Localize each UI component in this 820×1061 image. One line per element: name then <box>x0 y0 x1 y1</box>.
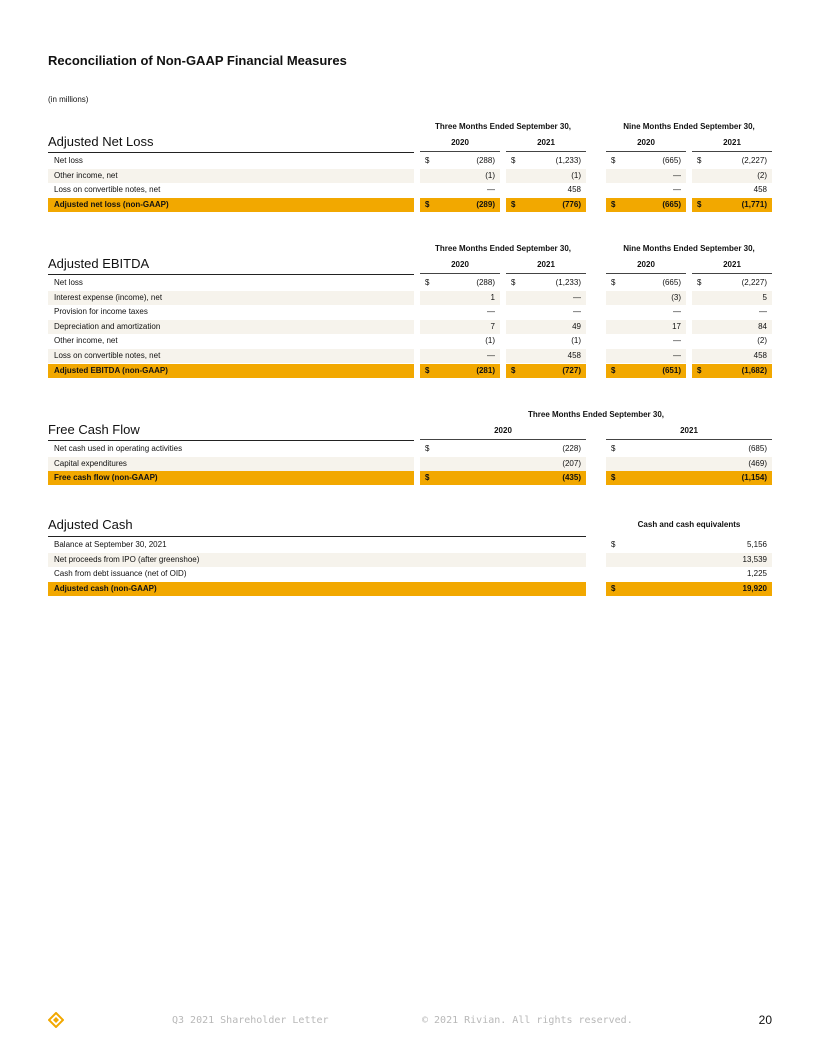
cell-value: (2) <box>757 170 767 180</box>
units-note: (in millions) <box>48 95 89 104</box>
value-cell <box>606 276 686 290</box>
cell-value: (469) <box>748 458 767 468</box>
currency-symbol: $ <box>425 444 430 453</box>
currency-symbol: $ <box>425 278 430 287</box>
value-cell <box>606 553 772 567</box>
footer-letter-title: Q3 2021 Shareholder Letter <box>172 1015 329 1026</box>
currency-symbol: $ <box>611 278 616 287</box>
row-label: Other income, net <box>54 170 118 180</box>
cell-value: (665) <box>662 156 681 165</box>
row-label: Balance at September 30, 2021 <box>54 540 167 549</box>
currency-symbol: $ <box>611 444 616 453</box>
value-cell <box>692 291 772 305</box>
page-title: Reconciliation of Non-GAAP Financial Measures <box>48 53 347 68</box>
period-header: Three Months Ended September 30, <box>434 244 572 253</box>
row-label: Other income, net <box>54 336 118 346</box>
row-label-cell <box>48 169 414 183</box>
table-top-rule <box>48 536 586 537</box>
year-header: 2021 <box>537 138 555 147</box>
currency-symbol: $ <box>511 278 516 287</box>
value-cell <box>606 334 686 348</box>
period-header: Three Months Ended September 30, <box>434 122 572 131</box>
value-cell <box>606 349 686 363</box>
year-header: 2020 <box>451 138 469 147</box>
total-row <box>48 471 772 485</box>
value-cell <box>420 198 500 212</box>
cell-value: (2,227) <box>741 156 767 165</box>
table-row <box>48 553 772 567</box>
year-header: 2021 <box>723 260 741 269</box>
currency-symbol: $ <box>611 365 616 375</box>
value-cell <box>692 334 772 348</box>
table-row <box>48 567 772 581</box>
cell-value: (776) <box>562 199 581 209</box>
table-row <box>48 457 772 471</box>
cell-value: (2) <box>757 336 767 346</box>
value-cell <box>606 582 772 596</box>
value-cell <box>420 305 500 319</box>
adjusted-cash-table <box>48 514 772 598</box>
row-label: Net loss <box>54 156 83 165</box>
section-title: Free Cash Flow <box>48 422 140 437</box>
currency-symbol: $ <box>697 365 702 375</box>
section-title: Adjusted Net Loss <box>48 134 154 149</box>
year-underline <box>420 273 500 274</box>
cell-value: 5,156 <box>746 540 767 549</box>
cell-value: — <box>673 170 681 180</box>
period-header: Nine Months Ended September 30, <box>623 244 755 253</box>
year-underline <box>420 151 500 152</box>
currency-symbol: $ <box>425 365 430 375</box>
table-row <box>48 305 772 319</box>
cell-value: 458 <box>567 351 581 360</box>
table-row <box>48 320 772 334</box>
value-cell <box>606 442 772 456</box>
cell-value: (1) <box>485 170 495 180</box>
value-cell <box>506 364 586 378</box>
row-label-cell <box>48 553 586 567</box>
value-cell <box>420 442 586 456</box>
row-label-cell <box>48 582 586 596</box>
row-label: Capital expenditures <box>54 458 127 468</box>
row-label-cell <box>48 198 414 212</box>
value-cell <box>420 364 500 378</box>
currency-symbol: $ <box>611 156 616 165</box>
value-cell <box>692 364 772 378</box>
row-label: Adjusted EBITDA (non-GAAP) <box>54 365 168 375</box>
year-header: 2020 <box>637 138 655 147</box>
value-cell <box>420 334 500 348</box>
year-header: 2021 <box>537 260 555 269</box>
value-cell <box>692 305 772 319</box>
cell-value: (665) <box>662 199 681 209</box>
adjusted-ebitda-table <box>48 240 772 380</box>
total-row <box>48 364 772 378</box>
row-label: Net loss <box>54 278 83 287</box>
cell-value: 13,539 <box>742 554 767 564</box>
row-label: Free cash flow (non-GAAP) <box>54 473 158 483</box>
cell-value: (288) <box>476 156 495 165</box>
value-cell <box>420 183 500 197</box>
cell-value: (1,771) <box>741 199 767 209</box>
cell-value: (1,682) <box>741 365 767 375</box>
year-underline <box>692 273 772 274</box>
cell-value: 458 <box>753 351 767 360</box>
cell-value: (2,227) <box>741 278 767 287</box>
currency-symbol: $ <box>511 365 516 375</box>
currency-symbol: $ <box>425 473 430 483</box>
cell-value: — <box>759 307 767 317</box>
table-top-rule <box>48 152 414 153</box>
value-cell <box>692 320 772 334</box>
currency-symbol: $ <box>611 473 616 483</box>
value-cell <box>606 169 686 183</box>
currency-symbol: $ <box>697 156 702 165</box>
currency-symbol: $ <box>611 199 616 209</box>
cell-value: — <box>573 292 581 302</box>
currency-symbol: $ <box>697 278 702 287</box>
cell-value: 19,920 <box>742 583 767 593</box>
cell-value: 7 <box>490 321 495 331</box>
cell-value: 49 <box>572 321 581 331</box>
row-label-cell <box>48 320 414 334</box>
cell-value: — <box>487 307 495 317</box>
value-cell <box>420 349 500 363</box>
table-row <box>48 276 772 290</box>
section-title: Adjusted Cash <box>48 517 133 532</box>
table-row <box>48 349 772 363</box>
cell-value: (289) <box>476 199 495 209</box>
cell-value: (1) <box>571 170 581 180</box>
value-cell <box>692 154 772 168</box>
year-underline <box>420 439 586 440</box>
total-row <box>48 582 772 596</box>
adjusted-net-loss-table <box>48 118 772 218</box>
value-cell <box>506 291 586 305</box>
cell-value: (727) <box>562 365 581 375</box>
value-cell <box>692 276 772 290</box>
cell-value: (1,154) <box>741 473 767 483</box>
row-label-cell <box>48 291 414 305</box>
row-label-cell <box>48 538 586 552</box>
value-cell <box>420 471 586 485</box>
value-cell <box>506 276 586 290</box>
period-header: Nine Months Ended September 30, <box>623 122 755 131</box>
cell-value: — <box>573 307 581 317</box>
value-cell <box>606 364 686 378</box>
value-cell <box>692 349 772 363</box>
year-header: 2020 <box>494 426 512 435</box>
cell-value: (288) <box>476 278 495 287</box>
cell-value: — <box>673 336 681 346</box>
cell-value: (665) <box>662 278 681 287</box>
value-cell <box>506 305 586 319</box>
value-cell <box>506 320 586 334</box>
currency-symbol: $ <box>425 156 430 165</box>
year-underline <box>506 151 586 152</box>
value-cell <box>606 567 772 581</box>
value-cell <box>506 334 586 348</box>
value-cell <box>506 183 586 197</box>
cell-value: (435) <box>562 473 581 483</box>
value-cell <box>606 538 772 552</box>
value-cell <box>606 291 686 305</box>
cell-value: 458 <box>567 185 581 195</box>
total-row <box>48 198 772 212</box>
row-label: Depreciation and amortization <box>54 321 161 331</box>
currency-symbol: $ <box>611 540 616 549</box>
cell-value: (281) <box>476 365 495 375</box>
value-cell <box>606 305 686 319</box>
row-label-cell <box>48 276 414 290</box>
value-cell <box>420 154 500 168</box>
row-label: Adjusted net loss (non-GAAP) <box>54 199 169 209</box>
footer-copyright: © 2021 Rivian. All rights reserved. <box>422 1015 633 1026</box>
cell-value: 458 <box>753 185 767 195</box>
row-label-cell <box>48 457 414 471</box>
row-label: Net proceeds from IPO (after greenshoe) <box>54 554 200 564</box>
value-cell <box>692 183 772 197</box>
table-row <box>48 442 772 456</box>
year-underline <box>606 151 686 152</box>
cell-value: (3) <box>671 292 681 302</box>
row-label: Loss on convertible notes, net <box>54 351 161 360</box>
table-row <box>48 183 772 197</box>
currency-symbol: $ <box>425 199 430 209</box>
cell-value: (1) <box>485 336 495 346</box>
row-label: Provision for income taxes <box>54 307 148 317</box>
value-cell <box>420 169 500 183</box>
year-header: 2020 <box>451 260 469 269</box>
row-label: Interest expense (income), net <box>54 292 163 302</box>
currency-symbol: $ <box>511 199 516 209</box>
free-cash-flow-table <box>48 406 772 488</box>
cell-value: — <box>673 351 681 360</box>
table-top-rule <box>48 440 414 441</box>
cell-value: 1,225 <box>746 569 767 579</box>
row-label-cell <box>48 471 414 485</box>
value-cell <box>420 457 586 471</box>
year-header: 2021 <box>723 138 741 147</box>
year-header: 2021 <box>680 426 698 435</box>
cell-value: (207) <box>562 458 581 468</box>
year-underline <box>506 273 586 274</box>
cell-value: 1 <box>490 292 495 302</box>
row-label-cell <box>48 334 414 348</box>
value-cell <box>606 471 772 485</box>
year-underline <box>692 151 772 152</box>
cell-value: — <box>487 351 495 360</box>
currency-symbol: $ <box>511 156 516 165</box>
value-cell <box>606 183 686 197</box>
cell-value: 5 <box>762 292 767 302</box>
table-top-rule <box>48 274 414 275</box>
value-cell <box>692 198 772 212</box>
value-cell <box>606 198 686 212</box>
cell-value: (651) <box>662 365 681 375</box>
table-row <box>48 154 772 168</box>
row-label: Net cash used in operating activities <box>54 444 183 453</box>
currency-symbol: $ <box>697 199 702 209</box>
value-cell <box>606 154 686 168</box>
table-row <box>48 291 772 305</box>
row-label: Cash from debt issuance (net of OID) <box>54 569 187 579</box>
period-header: Three Months Ended September 30, <box>527 410 665 419</box>
cell-value: — <box>673 185 681 195</box>
value-cell <box>606 457 772 471</box>
year-header: 2020 <box>637 260 655 269</box>
cell-value: — <box>673 307 681 317</box>
cell-value: (1) <box>571 336 581 346</box>
table-row <box>48 334 772 348</box>
row-label-cell <box>48 154 414 168</box>
row-label-cell <box>48 364 414 378</box>
cell-value: (685) <box>748 444 767 453</box>
page-number: 20 <box>758 1013 772 1027</box>
row-label-cell <box>48 349 414 363</box>
section-title: Adjusted EBITDA <box>48 256 150 271</box>
cell-value: 17 <box>672 321 681 331</box>
currency-symbol: $ <box>611 583 616 593</box>
value-cell <box>506 154 586 168</box>
row-label: Adjusted cash (non-GAAP) <box>54 583 157 593</box>
value-cell <box>506 349 586 363</box>
rivian-logo-icon <box>48 1012 64 1028</box>
year-header: Cash and cash equivalents <box>637 520 741 529</box>
value-cell <box>606 320 686 334</box>
cell-value: (228) <box>562 444 581 453</box>
cell-value: — <box>487 185 495 195</box>
cell-value: (1,233) <box>555 156 581 165</box>
value-cell <box>420 276 500 290</box>
cell-value: (1,233) <box>555 278 581 287</box>
row-label-cell <box>48 567 586 581</box>
value-cell <box>506 169 586 183</box>
row-label-cell <box>48 442 414 456</box>
row-label-cell <box>48 305 414 319</box>
value-cell <box>420 320 500 334</box>
value-cell <box>506 198 586 212</box>
row-label: Loss on convertible notes, net <box>54 185 161 195</box>
year-underline <box>606 439 772 440</box>
row-label-cell <box>48 183 414 197</box>
value-cell <box>420 291 500 305</box>
cell-value: 84 <box>758 321 767 331</box>
value-cell <box>692 169 772 183</box>
year-underline <box>606 273 686 274</box>
table-row <box>48 538 772 552</box>
table-row <box>48 169 772 183</box>
